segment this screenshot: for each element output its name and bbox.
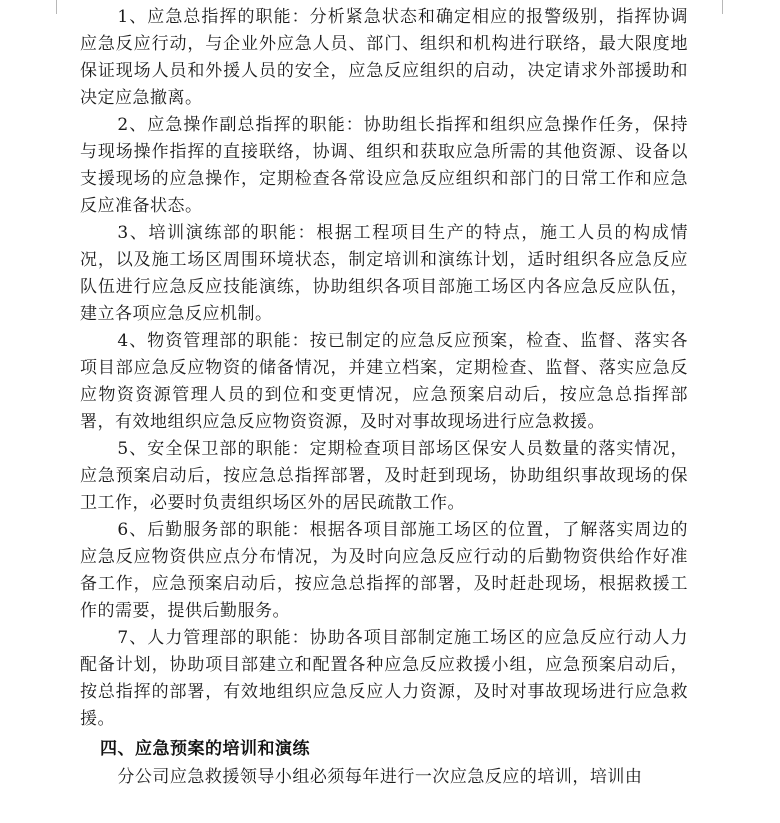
page-edge-left — [56, 0, 57, 14]
paragraph-deputy-commander-duties: 2、应急操作副总指挥的职能：协助组长指挥和组织应急操作任务，保持与现场操作指挥的直接联络，协调、组织和获取应急所需的其他资源、设备以支援现场的应急操作，定期检查各常设应急反应组织和部门的日常工作和应急反应准备状态。 — [80, 115, 688, 216]
section-heading: 四、应急预案的培训和演练 — [100, 739, 310, 759]
paragraph-security-dept: 5、安全保卫部的职能：定期检查项目部场区保安人员数量的落实情况，应急预案启动后，按应急总指挥部署，及时赶到现场，协助组织事故现场的保卫工作，必要时负责组织场区外的居民疏散工作。 — [80, 439, 688, 513]
document-body — [80, 4, 688, 791]
paragraph-logistics-dept: 6、后勤服务部的职能：根据各项目部施工场区的位置，了解落实周边的应急反应物资供应点分布情况，为及时向应急反应行动的后勤物资供给作好准备工作，应急预案启动后，按应急总指挥的部署，及时赶赴现场，根据救援工作的需要，提供后勤服务。 — [80, 520, 688, 621]
paragraph-commander-duties: 1、应急总指挥的职能：分析紧急状态和确定相应的报警级别，指挥协调应急反应行动，与企业外应急人员、部门、组织和机构进行联络，最大限度地保证现场人员和外援人员的安全，应急反应组织的启动，决定请求外部援助和决定应急撤离。 — [80, 7, 688, 108]
paragraph-training-intro: 分公司应急救援领导小组必须每年进行一次应急反应的培训，培训由 — [117, 767, 643, 787]
paragraph-hr-dept: 7、人力管理部的职能：协助各项目部制定施工场区的应急反应行动人力配备计划，协助项目部建立和配置各种应急反应救援小组，应急预案启动后，按总指挥的部署，有效地组织应急反应人力资源，及时对事故现场进行应急救援。 — [80, 628, 688, 729]
page-edge-right — [722, 0, 723, 14]
paragraph-training-drill-dept: 3、培训演练部的职能：根据工程项目生产的特点，施工人员的构成情况，以及施工场区周围环境状态，制定培训和演练计划，适时组织各应急反应队伍进行应急反应技能演练，协助组织各项目部施工场区内各应急反应队伍，建立各项应急反应机制。 — [80, 223, 688, 324]
paragraph-materials-dept: 4、物资管理部的职能：按已制定的应急反应预案，检查、监督、落实各项目部应急反应物资的储备情况，并建立档案，定期检查、监督、落实应急反应物资资源管理人员的到位和变更情况，应急预案启动后，按应急总指挥部署，有效地组织应急反应物资资源，及时对事故现场进行应急救援。 — [80, 331, 688, 432]
